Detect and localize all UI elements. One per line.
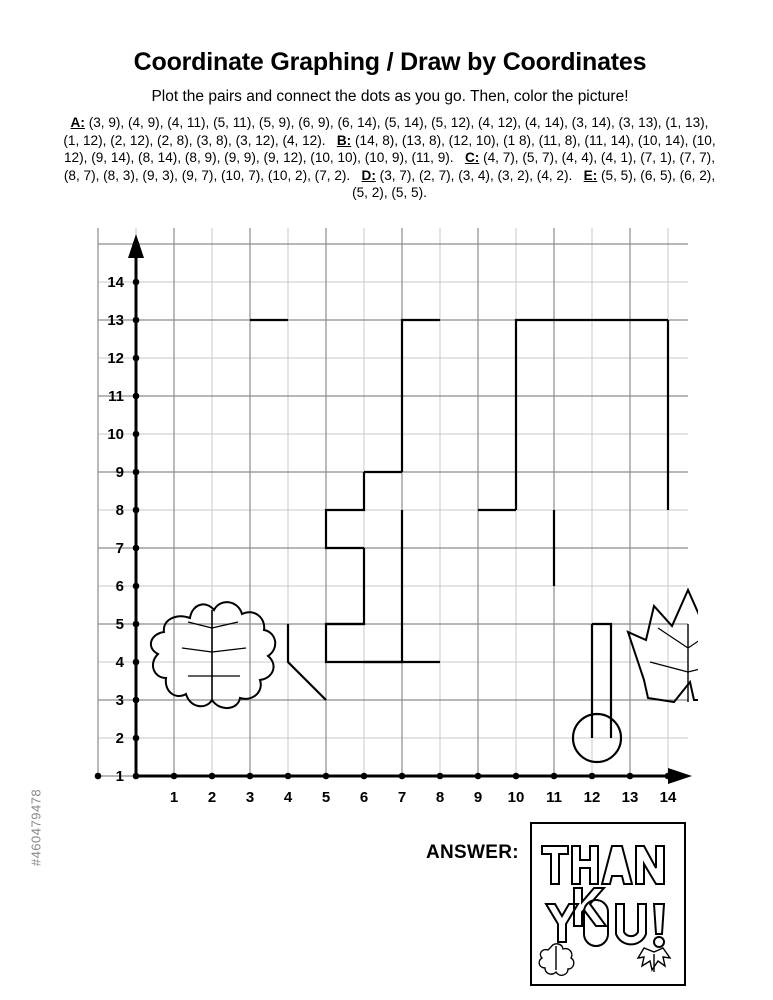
- x-label-2: 2: [207, 789, 217, 806]
- maple-leaf-illustration: [628, 590, 698, 702]
- x-label-1: 1: [169, 789, 179, 806]
- coordinate-graph: [88, 228, 698, 808]
- axes: [136, 252, 674, 776]
- x-label-6: 6: [359, 789, 369, 806]
- x-label-3: 3: [245, 789, 255, 806]
- answer-picture: [530, 822, 686, 986]
- y-label-2: 2: [115, 730, 124, 747]
- group-label-d: D:: [361, 167, 376, 183]
- group-pairs-b: (14, 8), (13, 8), (12, 10), (1 8), (11, 8), (11, 14), (10, 14), (10, 12), (9, 14), (8, 14), (8, 9), (9, 9), (9, 12), (10, 10), (10, 9), (11, 9).: [64, 132, 716, 166]
- x-label-12: 12: [583, 789, 601, 806]
- page-title: Coordinate Graphing / Draw by Coordinates: [133, 48, 647, 76]
- y-label-4: 4: [115, 654, 124, 671]
- x-label-4: 4: [283, 789, 293, 806]
- y-label-8: 8: [115, 502, 124, 519]
- y-label-10: 10: [107, 426, 124, 443]
- y-label-13: 13: [107, 312, 124, 329]
- y-label-14: 14: [107, 274, 124, 291]
- y-label-1: 1: [115, 768, 124, 785]
- group-pairs-a: (3, 9), (4, 9), (4, 11), (5, 11), (5, 9), (6, 9), (6, 14), (5, 14), (5, 12), (4, 12), (4, 14), (3, 14), (3, 13), (1, 13), (1, 12), (2, 12), (2, 8), (3, 8), (3, 12), (4, 12).: [63, 115, 709, 148]
- x-axis-arrow: [668, 768, 692, 784]
- y-label-9: 9: [115, 464, 124, 481]
- x-label-13: 13: [621, 789, 639, 806]
- page-subtitle: Plot the pairs and connect the dots as you go. Then, color the picture!: [151, 88, 629, 105]
- group-label-e: E:: [583, 167, 598, 183]
- watermark-id: #460479478: [28, 788, 44, 867]
- y-label-11: 11: [108, 388, 124, 405]
- answer-text-line1: THANK: [606, 976, 610, 977]
- y-label-3: 3: [115, 692, 124, 709]
- group-label-c: C:: [464, 150, 480, 166]
- x-axis-labels: [170, 789, 677, 806]
- group-label-b: B:: [336, 132, 352, 148]
- group-pairs-c: (4, 7), (5, 7), (4, 4), (4, 1), (7, 1), (7, 7), (8, 7), (8, 3), (9, 3), (9, 7), (10, 7), (10, 2), (7, 2).: [63, 150, 715, 183]
- y-label-6: 6: [115, 578, 124, 595]
- coordinate-list: [62, 114, 717, 202]
- oak-leaf-illustration: [151, 602, 275, 708]
- x-label-7: 7: [397, 789, 407, 806]
- group-pairs-d: (3, 7), (2, 7), (3, 4), (3, 2), (4, 2).: [379, 167, 573, 183]
- y-label-5: 5: [115, 616, 124, 633]
- y-label-12: 12: [107, 350, 124, 367]
- y-label-7: 7: [115, 540, 124, 557]
- group-pairs-e: (5, 5), (6, 5), (6, 2), (5, 2), (5, 5).: [352, 167, 716, 201]
- x-label-14: 14: [659, 789, 677, 806]
- answer-label: ANSWER:: [426, 842, 519, 863]
- x-label-10: 10: [507, 789, 525, 806]
- x-label-11: 11: [546, 789, 562, 806]
- x-label-8: 8: [435, 789, 445, 806]
- group-label-a: A:: [70, 115, 85, 130]
- y-axis-labels: [107, 274, 124, 785]
- x-label-9: 9: [473, 789, 483, 806]
- x-label-5: 5: [321, 789, 331, 806]
- drawing-strokes: [250, 320, 668, 738]
